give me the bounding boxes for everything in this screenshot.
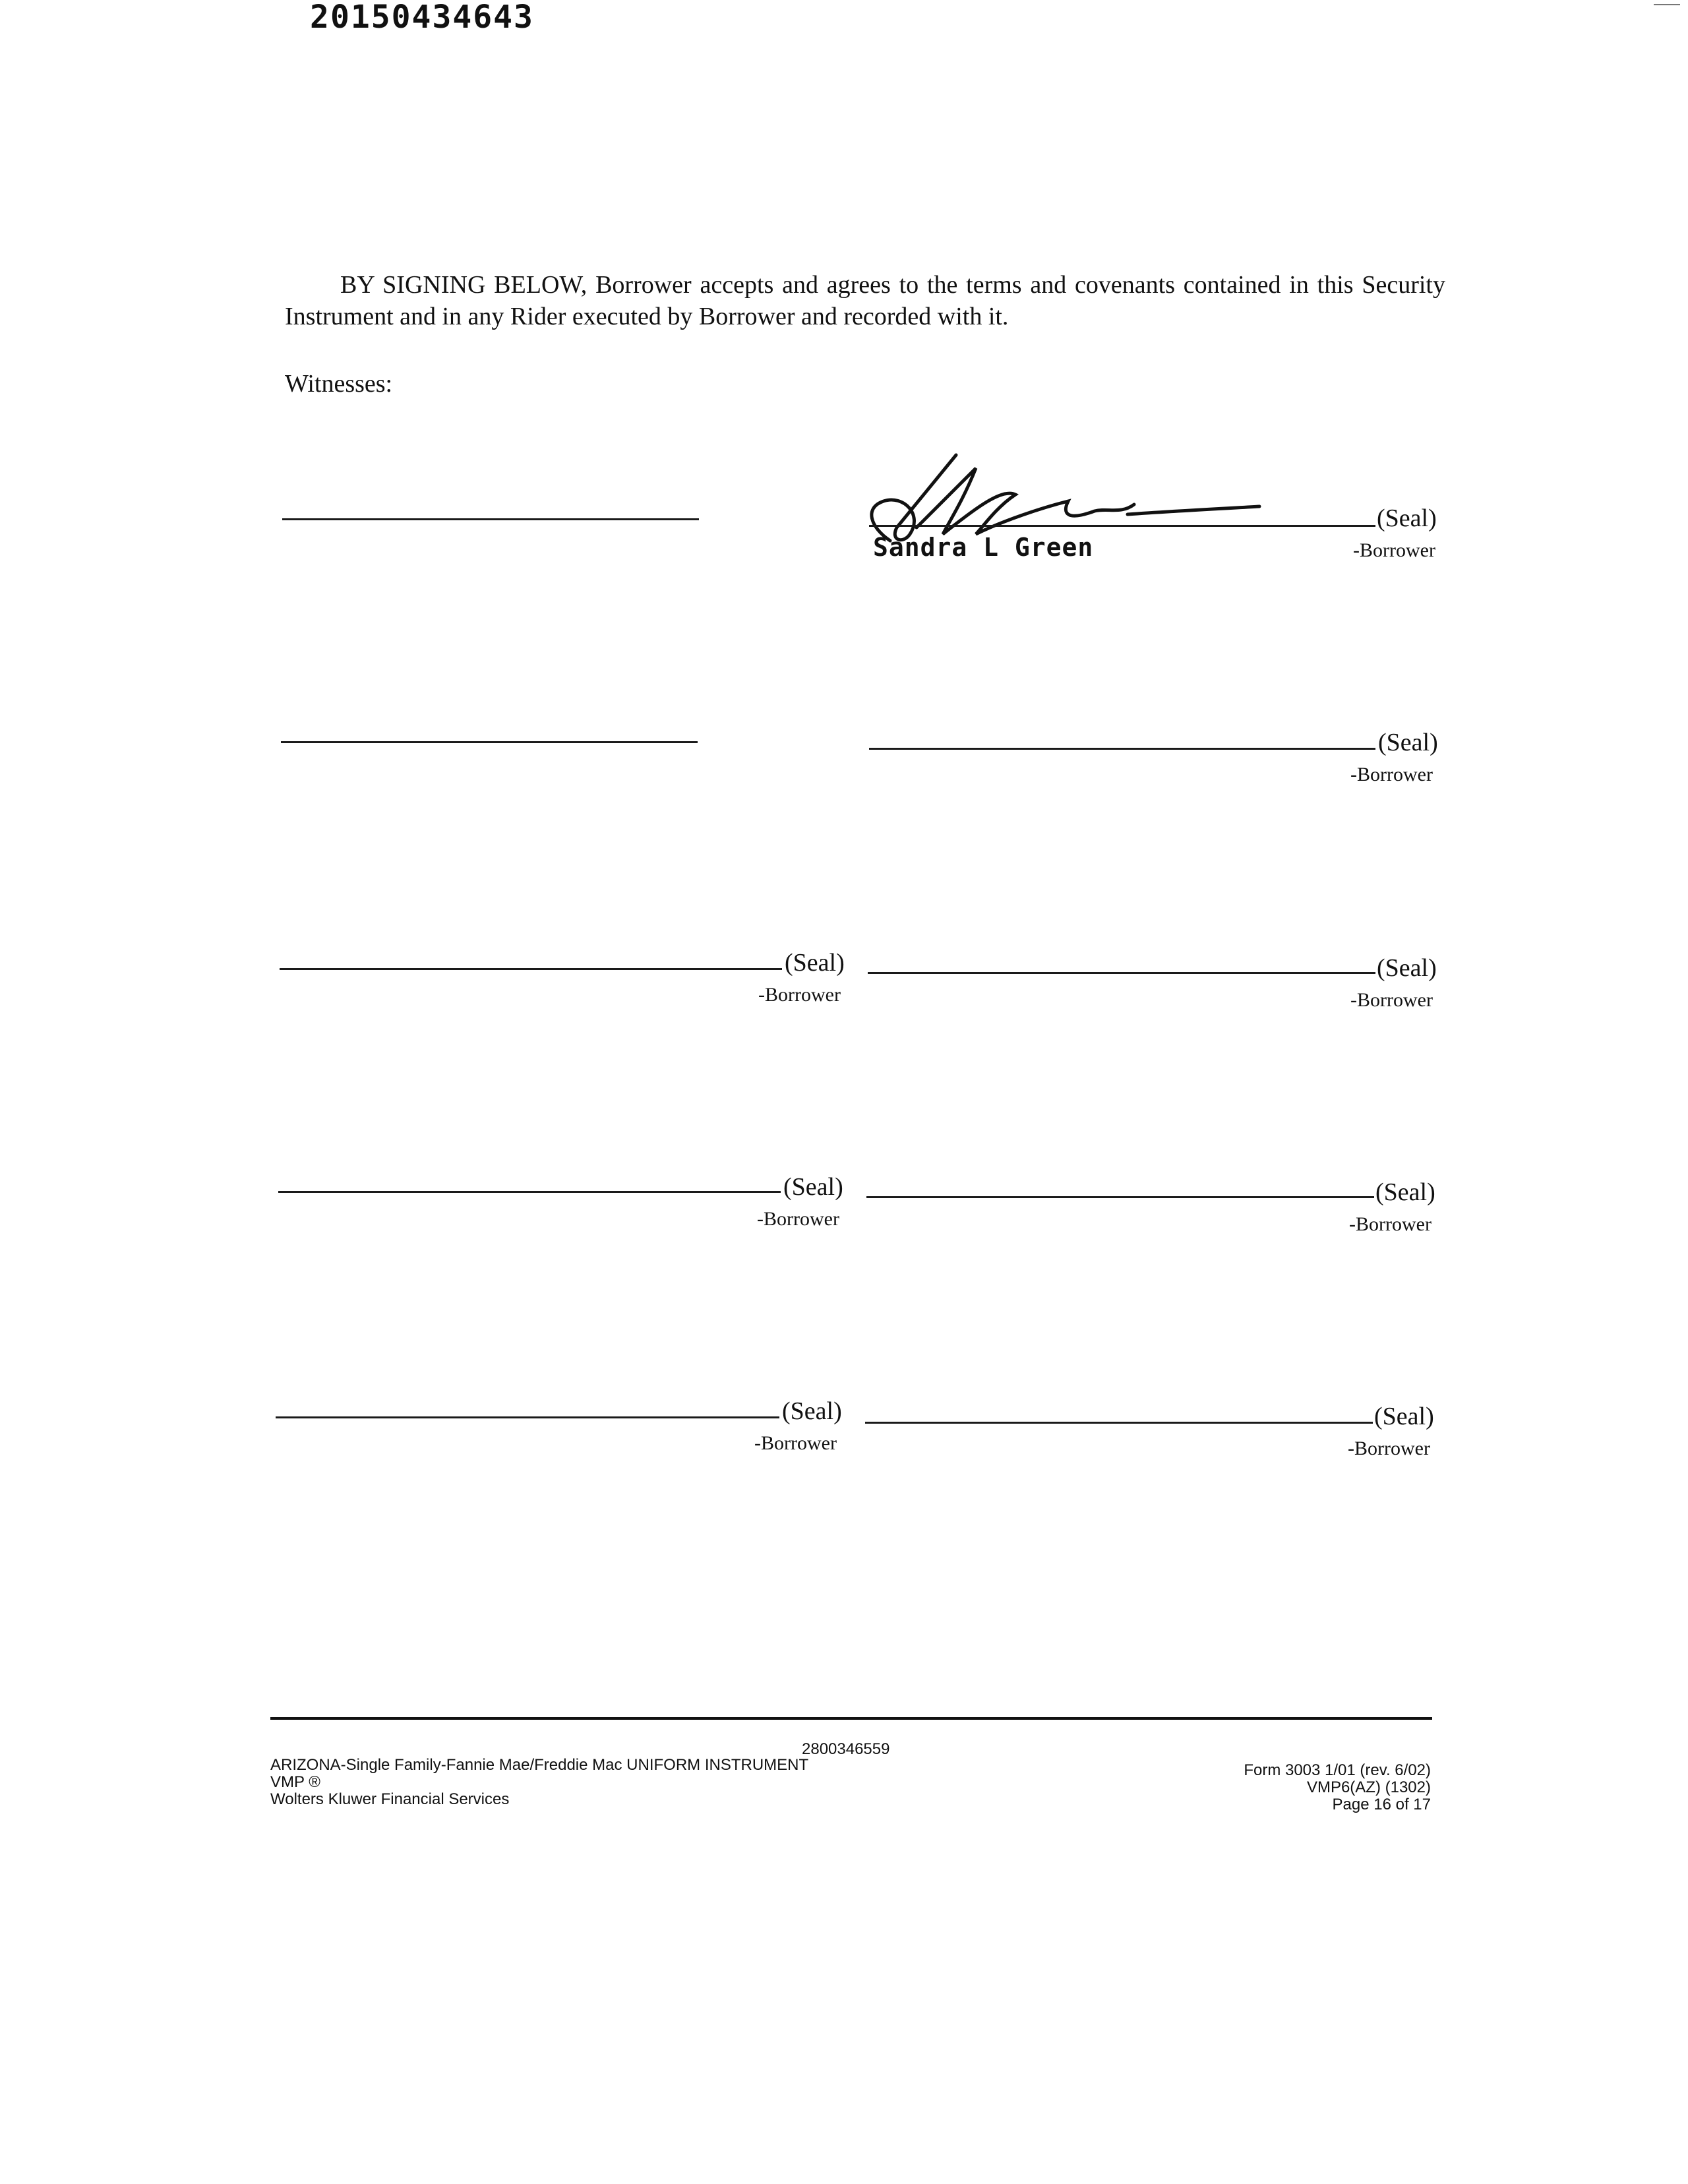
seal-label-4-right: (Seal)	[1375, 1178, 1435, 1206]
witnesses-label: Witnesses:	[285, 370, 393, 398]
witness-line-2[interactable]	[281, 741, 698, 743]
seal-label-2: (Seal)	[1378, 729, 1438, 756]
borrower-line-3-left[interactable]	[280, 968, 782, 970]
borrower-line-1[interactable]	[869, 525, 1375, 527]
borrower-label-5-left: -Borrower	[754, 1432, 837, 1454]
borrower-line-4-right[interactable]	[866, 1196, 1374, 1198]
seal-label-1: (Seal)	[1377, 504, 1437, 532]
footer-instrument-title: ARIZONA-Single Family-Fannie Mae/Freddie Mac UNIFORM INSTRUMENT	[270, 1756, 809, 1774]
footer-vmp-code: VMP6(AZ) (1302)	[1306, 1778, 1431, 1796]
seal-label-5-left: (Seal)	[782, 1397, 842, 1425]
seal-label-5-right: (Seal)	[1374, 1403, 1434, 1430]
borrower-label-5-right: -Borrower	[1348, 1438, 1430, 1459]
borrower-label-1: -Borrower	[1353, 539, 1435, 561]
footer-page-number: Page 16 of 17	[1332, 1796, 1431, 1813]
borrower-line-3-right[interactable]	[868, 972, 1375, 974]
recording-number: 20150434643	[310, 0, 534, 36]
signing-statement	[285, 269, 1445, 332]
borrower-line-4-left[interactable]	[278, 1191, 781, 1193]
footer-right	[1244, 1762, 1431, 1813]
footer-rule	[270, 1717, 1432, 1720]
seal-label-3-right: (Seal)	[1377, 954, 1437, 982]
signer-name: Sandra L Green	[873, 533, 1094, 562]
borrower-line-5-left[interactable]	[276, 1416, 779, 1418]
borrower-line-2[interactable]	[869, 748, 1375, 750]
corner-mark	[1654, 4, 1680, 5]
witness-line-1[interactable]	[282, 518, 699, 520]
footer-vmp-mark: VMP ®	[270, 1773, 320, 1791]
borrower-label-4-right: -Borrower	[1349, 1213, 1432, 1235]
borrower-label-3-left: -Borrower	[758, 984, 841, 1006]
footer-publisher: Wolters Kluwer Financial Services	[270, 1790, 510, 1808]
footer-form-number: Form 3003 1/01 (rev. 6/02)	[1244, 1761, 1431, 1779]
borrower-label-2: -Borrower	[1350, 764, 1433, 785]
signing-paragraph: BY SIGNING BELOW, Borrower accepts and agrees to the terms and covenants contained in this Security Instrument and in any Rider executed by Borrower and recorded with it.	[285, 271, 1445, 330]
footer-left	[270, 1757, 808, 1808]
borrower-label-3-right: -Borrower	[1350, 989, 1433, 1011]
seal-label-3-left: (Seal)	[785, 949, 845, 977]
seal-label-4-left: (Seal)	[783, 1173, 843, 1201]
borrower-line-5-right[interactable]	[865, 1422, 1373, 1424]
borrower-label-4-left: -Borrower	[757, 1208, 839, 1230]
loan-number: 2800346559	[802, 1740, 890, 1758]
